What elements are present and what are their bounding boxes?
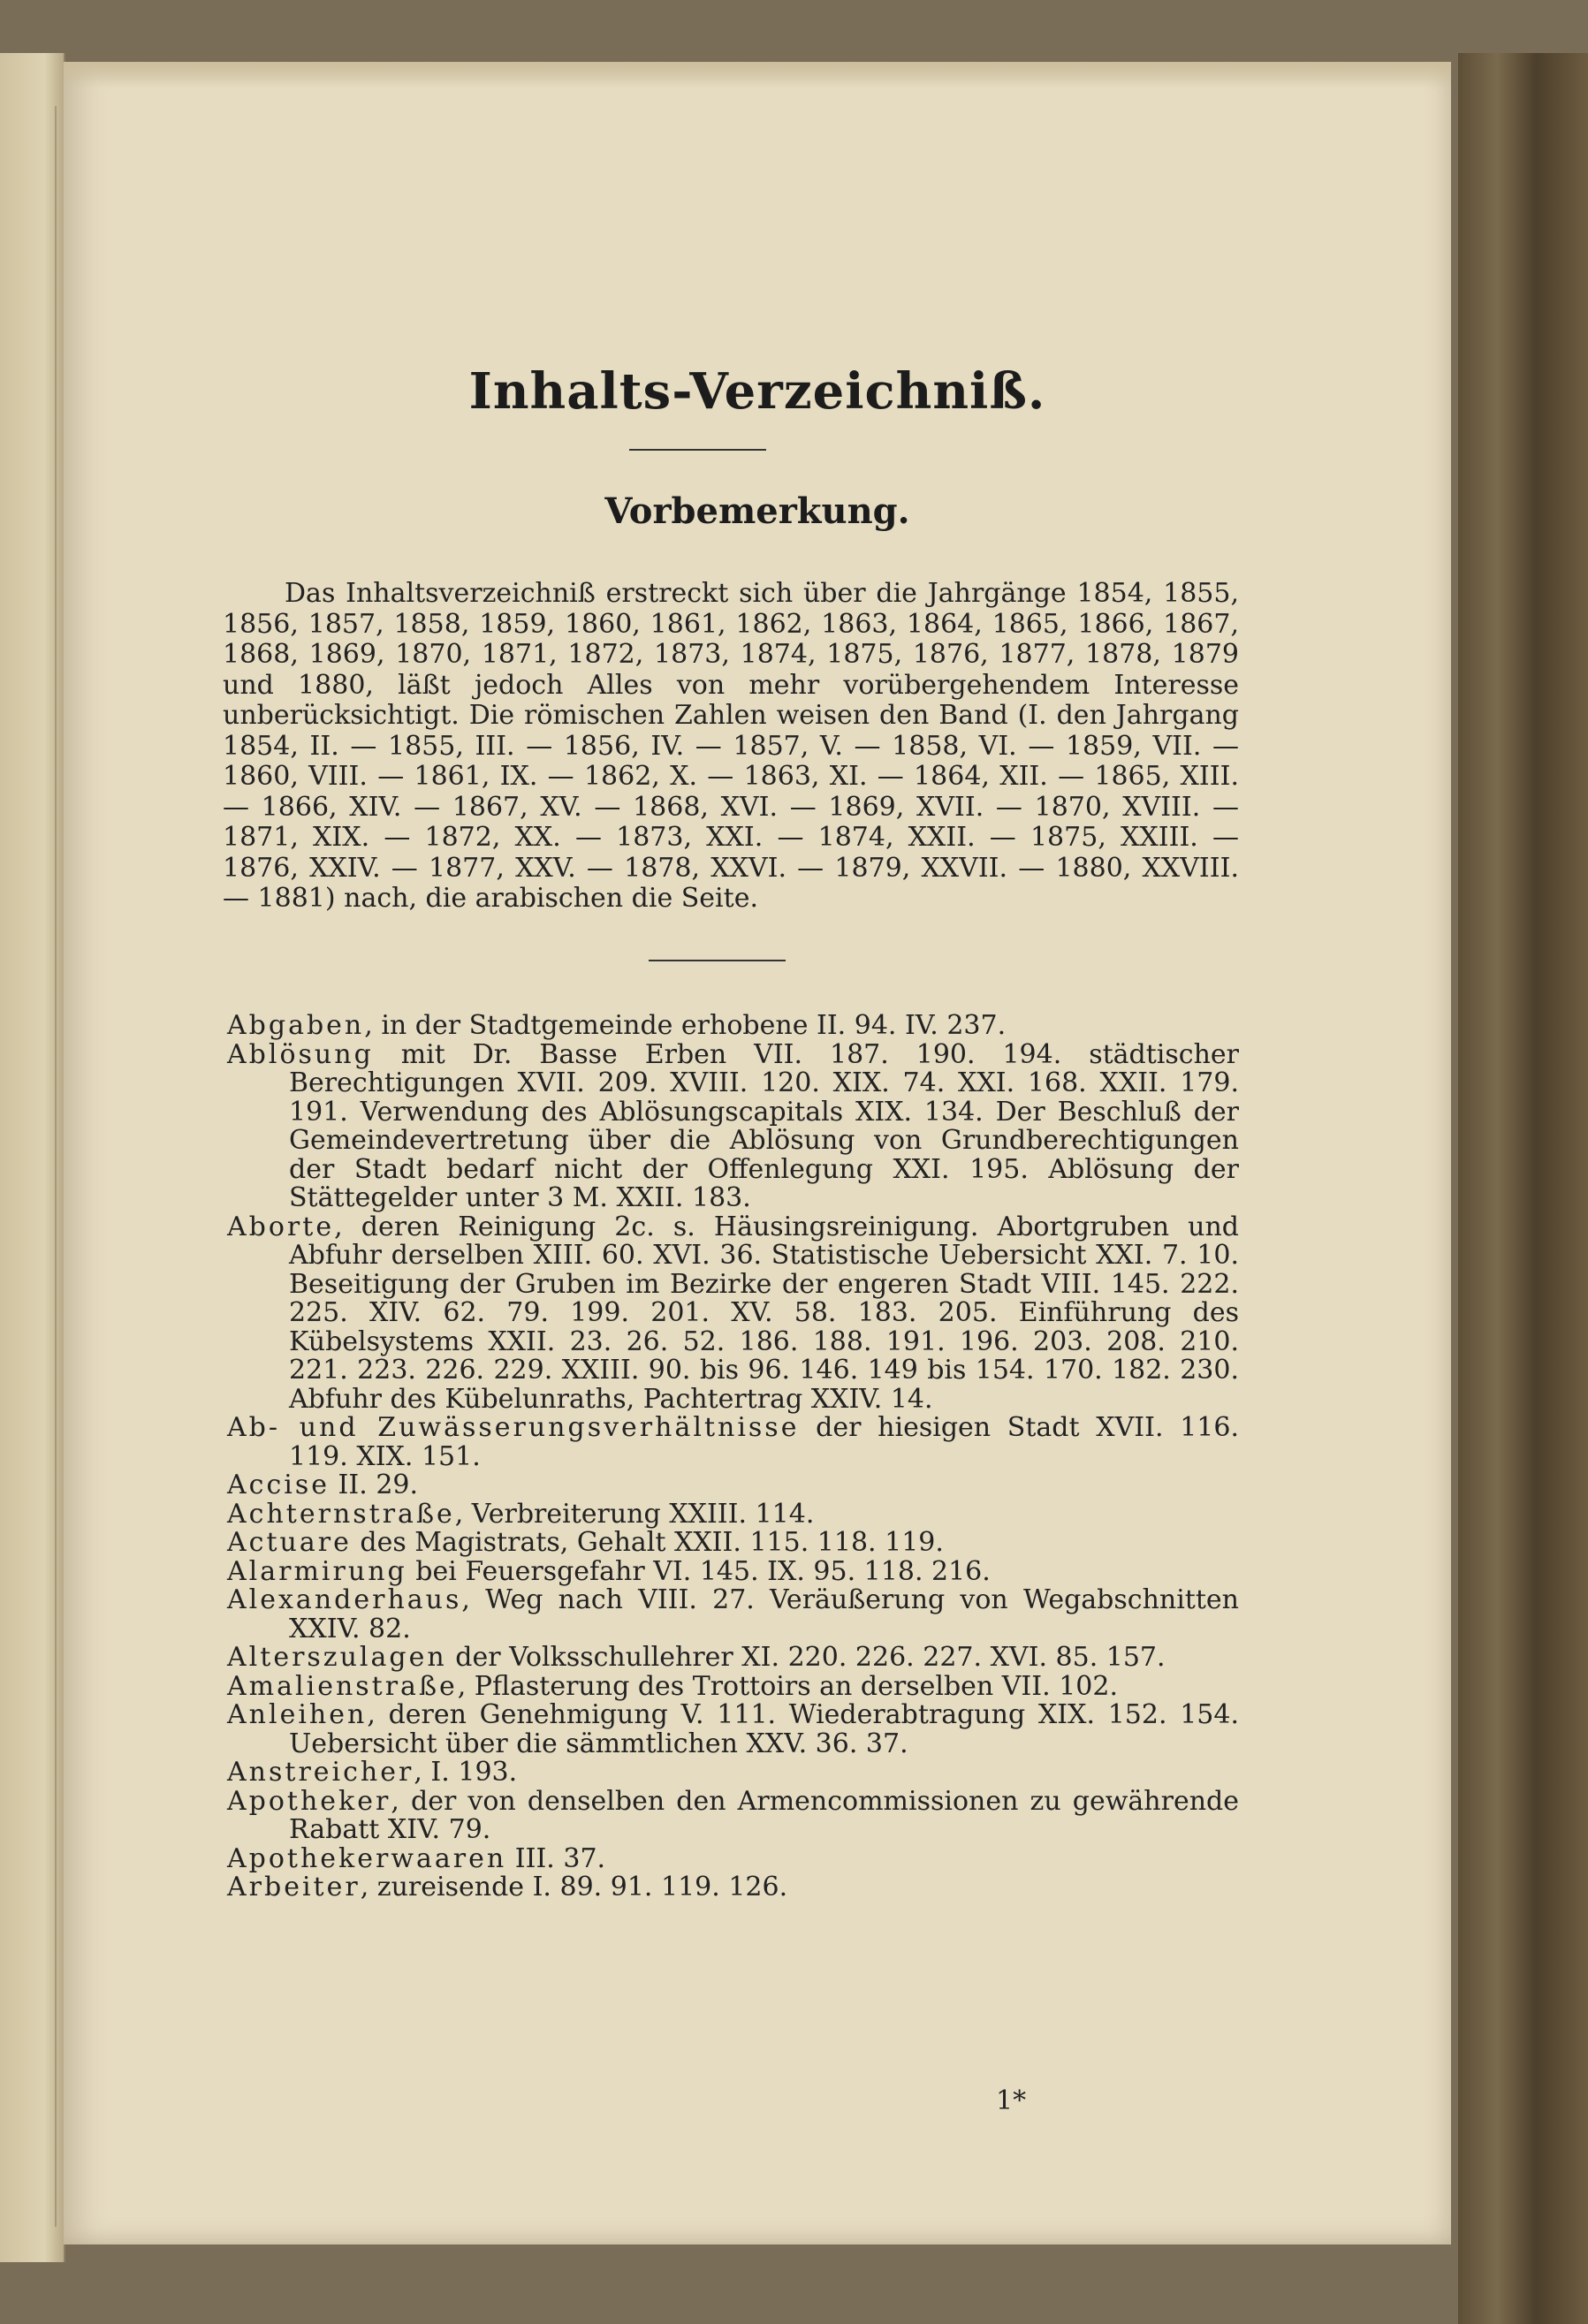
index-entry xyxy=(227,1500,1239,1530)
entry-term: Apotheker xyxy=(227,1785,391,1817)
entry-term: Actuare xyxy=(227,1527,352,1558)
entry-term: Ablösung xyxy=(227,1038,374,1070)
entry-text: II. 29. xyxy=(330,1470,419,1500)
entry-text: , Weg nach VIII. 27. Veräußerung von Wegabschnitten XXIV. 82. xyxy=(289,1584,1239,1644)
entry-text: , in der Stadtgemeinde erhobene II. 94. IV. 237. xyxy=(364,1010,1007,1041)
index-entries xyxy=(227,1012,1239,1902)
entry-term: Accise xyxy=(227,1470,331,1500)
entry-term: Apothekerwaaren xyxy=(227,1842,507,1874)
entry-text: , der von denselben den Armencommissionen zu gewährende Rabatt XIV. 79. xyxy=(289,1785,1239,1845)
preface-title: Vorbemerkung. xyxy=(604,490,910,532)
entry-term: Amalienstraße xyxy=(227,1670,458,1702)
entry-text: , deren Reinigung 2c. s. Häusingsreinigung. Abortgruben und Abfuhr derselben XIII. 60. XVI. 36. Statistische Uebersicht XXI. 7. 10. Beseitigung der Gruben im Bezirke der engeren Stadt VIII. 145. 222. 225. XIV. 62. 79. 199. 201. XV. 58. 183. 205. Einführung des Kübelsystems XXII. 23. 26. 52. 186. 188. 191. 196. 203. 208. 210. 221. 223. 226. 229. XXIII. 90. bis 96. 146. 149 bis 154. 170. 182. 230. Abfuhr des Kübelunraths, Pachtertrag XXIV. 14. xyxy=(289,1211,1239,1415)
index-entry xyxy=(227,1555,1239,1587)
book-page xyxy=(64,62,1451,2244)
entry-text: der hiesigen Stadt XVII. 116. 119. XIX. 151. xyxy=(289,1412,1239,1472)
index-entry xyxy=(227,1414,1239,1471)
entry-text: mit Dr. Basse Erben VII. 187. 190. 194. städtischer Berechtigungen XVII. 209. XVIII. 120. XIX. 74. XXI. 168. XXII. 179. 191. Verwendung des Ablösungscapitals XIX. 134. Der Beschluß der Gemeindevertretung über die Ablösung von Grundberechtigungen der Stadt bedarf nicht der Offenlegung XXI. 195. Ablösung der Stättegelder unter 3 M. XXII. 183. xyxy=(289,1038,1239,1213)
preface-divider xyxy=(649,960,786,961)
page-top-shadow xyxy=(64,62,1451,88)
entry-term: Abgaben xyxy=(227,1010,365,1041)
entry-term: Anleihen xyxy=(227,1699,368,1730)
index-entry xyxy=(227,1529,1239,1558)
title-divider xyxy=(629,449,766,451)
entry-term: Alarmirung xyxy=(227,1555,407,1587)
entry-term: Aborte xyxy=(227,1211,335,1242)
left-page-edge xyxy=(0,53,65,2262)
entry-term: Ab- und Zuwässerungsverhältnisse xyxy=(227,1412,800,1443)
entry-text: , Pflasterung des Trottoirs an derselben VII. 102. xyxy=(457,1670,1118,1702)
entry-text: , zureisende I. 89. 91. 119. 126. xyxy=(360,1872,788,1902)
index-entry xyxy=(227,1471,1239,1500)
index-entry xyxy=(227,1873,1239,1902)
index-entry xyxy=(227,1785,1239,1845)
index-entry xyxy=(227,1038,1239,1213)
entry-text: bei Feuersgefahr VI. 145. IX. 95. 118. 216. xyxy=(406,1555,991,1587)
index-entry xyxy=(227,1842,1239,1874)
entry-text: , I. 193. xyxy=(414,1757,518,1788)
signature-mark: 1* xyxy=(996,2085,1027,2116)
entry-text: des Magistrats, Gehalt XXII. 115. 118. 119. xyxy=(351,1527,944,1558)
index-entry xyxy=(227,1213,1239,1415)
entry-text: III. 37. xyxy=(506,1842,606,1874)
index-entry xyxy=(227,1644,1239,1673)
preface-text: Das Inhaltsverzeichniß erstreckt sich über die Jahrgänge 1854, 1855, 1856, 1857, 1858, 1859, 1860, 1861, 1862, 1863, 1864, 1865, 1866, 1867, 1868, 1869, 1870, 1871, 1872, 1873, 1874, 1875, 1876, 1877, 1878, 1879 und 1880, läßt jedoch Alles von mehr vorübergehendem Interesse unberücksichtigt. Die römischen Zahlen weisen den Band (I. den Jahrgang 1854, II. — 1855, III. — 1856, IV. — 1857, V. — 1858, VI. — 1859, VII. — 1860, VIII. — 1861, IX. — 1862, X. — 1863, XI. — 1864, XII. — 1865, XIII. — 1866, XIV. — 1867, XV. — 1868, XVI. — 1869, XVII. — 1870, XVIII. — 1871, XIX. — 1872, XX. — 1873, XXI. — 1874, XXII. — 1875, XXIII. — 1876, XXIV. — 1877, XXV. — 1878, XXVI. — 1879, XXVII. — 1880, XXVIII. — 1881) nach, die arabischen die Seite. xyxy=(223,578,1239,914)
entry-term: Alterszulagen xyxy=(227,1642,447,1673)
page-title: Inhalts-Verzeichniß. xyxy=(468,362,1046,421)
left-page-rule xyxy=(55,106,57,2227)
entry-text: , Verbreiterung XXIII. 114. xyxy=(454,1498,815,1530)
book-edge xyxy=(1458,53,1588,2324)
entry-text: der Volksschullehrer XI. 220. 226. 227. XVI. 85. 157. xyxy=(446,1642,1166,1673)
entry-term: Anstreicher xyxy=(227,1757,414,1788)
index-entry xyxy=(227,1701,1239,1758)
entry-term: Alexanderhaus xyxy=(227,1584,462,1615)
index-entry xyxy=(227,1758,1239,1788)
entry-text: , deren Genehmigung V. 111. Wiederabtragung XIX. 152. 154. Uebersicht über die sämmtlichen XXV. 36. 37. xyxy=(289,1699,1239,1759)
entry-term: Achternstraße xyxy=(227,1498,455,1530)
index-entry xyxy=(227,1670,1239,1702)
entry-term: Arbeiter xyxy=(227,1872,361,1902)
index-entry xyxy=(227,1012,1239,1041)
index-entry xyxy=(227,1586,1239,1644)
